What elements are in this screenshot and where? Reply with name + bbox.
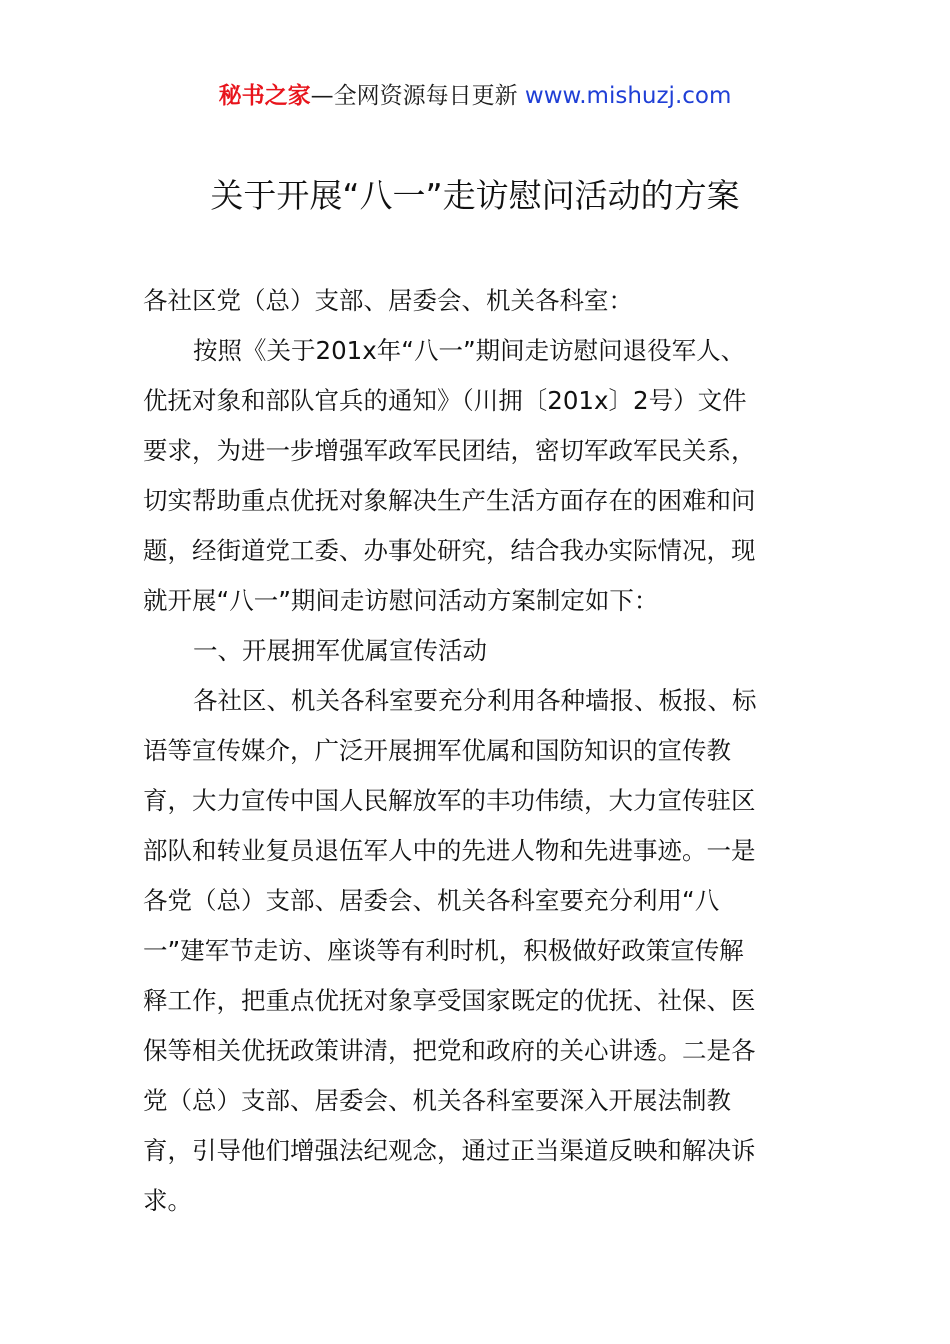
section-line-6: 一”建军节走访、座谈等有利时机，积极做好政策宣传解	[143, 936, 744, 965]
section-line-4: 部队和转业复员退伍军人中的先进人物和先进事迹。一是	[143, 836, 756, 865]
section-line-10: 育，引导他们增强法纪观念，通过正当渠道反映和解决诉	[143, 1136, 756, 1165]
section-line-1: 各社区、机关各科室要充分利用各种墙报、板报、标	[193, 686, 757, 715]
section-line-2: 语等宣传媒介，广泛开展拥军优属和国防知识的宣传教	[143, 736, 731, 765]
intro-line-4: 切实帮助重点优抚对象解决生产生活方面存在的困难和问	[143, 486, 756, 515]
site-header	[0, 80, 950, 112]
intro-line-3: 要求，为进一步增强军政军民团结，密切军政军民关系，	[143, 436, 756, 465]
brand-name: 秘书之家	[218, 83, 311, 109]
intro-line-1: 按照《关于201x年“八一”期间走访慰问退役军人、	[193, 336, 746, 365]
section-line-9: 党（总）支部、居委会、机关各科室要深入开展法制教	[143, 1086, 731, 1115]
site-url-link[interactable]: www.mishuzj.com	[524, 83, 732, 109]
document-title: 关于开展“八一”走访慰问活动的方案	[210, 176, 740, 215]
intro-line-2: 优抚对象和部队官兵的通知》（川拥〔201x〕2号）文件	[143, 386, 747, 415]
document-body	[143, 276, 808, 1226]
intro-line-6: 就开展“八一”期间走访慰问活动方案制定如下：	[143, 586, 659, 615]
section-line-7: 释工作，把重点优抚对象享受国家既定的优抚、社保、医	[143, 986, 756, 1015]
header-tagline: —全网资源每日更新	[310, 83, 525, 109]
section-line-11: 求。	[143, 1186, 192, 1215]
section-line-8: 保等相关优抚政策讲清，把党和政府的关心讲透。二是各	[143, 1036, 756, 1065]
salutation: 各社区党（总）支部、居委会、机关各科室：	[143, 286, 633, 315]
section-heading: 一、开展拥军优属宣传活动	[193, 636, 487, 665]
section-line-5: 各党（总）支部、居委会、机关各科室要充分利用“八	[143, 886, 720, 915]
intro-line-5: 题，经街道党工委、办事处研究，结合我办实际情况，现	[143, 536, 756, 565]
section-line-3: 育，大力宣传中国人民解放军的丰功伟绩，大力宣传驻区	[143, 786, 756, 815]
